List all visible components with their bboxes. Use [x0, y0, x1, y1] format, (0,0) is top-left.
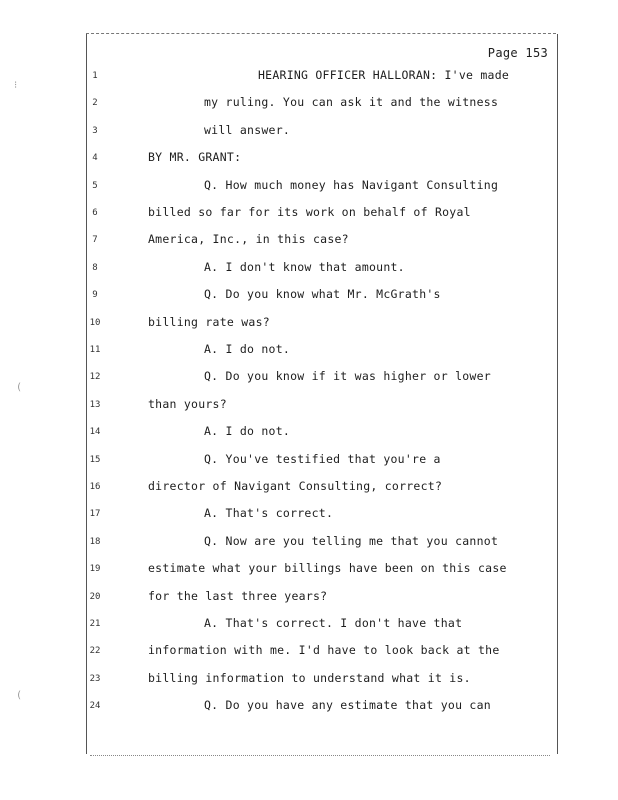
transcript-line	[0, 68, 618, 88]
line-number: 5	[92, 180, 98, 191]
line-text: director of Navigant Consulting, correct?	[148, 479, 443, 493]
transcript-line	[0, 260, 618, 280]
transcript-line	[0, 616, 618, 636]
transcript-line	[0, 561, 618, 581]
line-number: 21	[89, 619, 101, 629]
line-number: 7	[92, 235, 98, 246]
transcript-line	[0, 95, 618, 115]
line-text: billing rate was?	[148, 314, 270, 329]
line-text: Q. Do you know if it was higher or lower	[204, 369, 491, 384]
transcript-line	[0, 534, 618, 554]
line-number: 11	[89, 345, 101, 355]
transcript-line	[0, 452, 618, 472]
line-text: America, Inc., in this case?	[148, 232, 349, 247]
transcript-line	[0, 698, 618, 718]
line-number: 13	[89, 399, 101, 410]
transcript-line	[0, 150, 618, 170]
line-number: 3	[92, 125, 98, 136]
transcript-line	[0, 232, 618, 252]
transcript-line	[0, 424, 618, 444]
transcript-line	[0, 671, 618, 691]
transcript-line	[0, 205, 618, 225]
line-number: 12	[89, 372, 101, 383]
line-number: 17	[89, 509, 101, 520]
transcript-line	[0, 506, 618, 526]
line-number: 24	[89, 701, 101, 712]
line-text: A. That's correct. I don't have that	[204, 616, 463, 630]
line-text: billing information to understand what it is.	[148, 670, 471, 685]
line-text: A. I don't know that amount.	[204, 259, 405, 274]
line-number: 10	[89, 317, 101, 328]
transcript-line	[0, 369, 618, 389]
line-number: 15	[89, 454, 101, 465]
line-number: 16	[89, 482, 101, 492]
line-number: 2	[92, 98, 98, 109]
line-text: will answer.	[204, 122, 291, 137]
margin-mark: ⁝	[14, 80, 18, 91]
line-text: A. I do not.	[204, 424, 291, 439]
line-number: 6	[92, 208, 98, 218]
transcript-line	[0, 287, 618, 307]
line-text: Q. You've testified that you're a	[204, 451, 441, 466]
line-text: Q. Do you know what Mr. McGrath's	[204, 287, 441, 302]
transcript-line	[0, 123, 618, 143]
line-text: Q. Do you have any estimate that you can	[204, 698, 491, 713]
line-number: 20	[89, 591, 101, 602]
transcript-line	[0, 342, 618, 362]
transcript-line	[0, 178, 618, 198]
margin-mark: (	[16, 382, 23, 393]
transcript-line	[0, 479, 618, 499]
line-number: 19	[89, 564, 101, 575]
line-text: BY MR. GRANT:	[148, 150, 242, 165]
line-number: 4	[92, 153, 98, 164]
line-text: A. That's correct.	[204, 506, 334, 521]
line-text: information with me. I'd have to look back at the	[148, 643, 500, 658]
line-text: for the last three years?	[148, 588, 328, 603]
transcript-line	[0, 643, 618, 663]
line-text: Q. Now are you telling me that you cannot	[204, 533, 499, 548]
line-number: 1	[92, 71, 98, 81]
page-number: Page 153	[487, 46, 548, 60]
line-text: A. I do not.	[204, 342, 291, 356]
line-number: 14	[89, 427, 101, 438]
line-number: 22	[89, 646, 101, 657]
line-text: than yours?	[148, 396, 227, 411]
line-text: estimate what your billings have been on this case	[148, 561, 507, 576]
line-text: my ruling. You can ask it and the witness	[204, 95, 499, 110]
line-number: 8	[92, 262, 98, 273]
line-text: Q. How much money has Navigant Consulting	[204, 177, 499, 192]
line-text: HEARING OFFICER HALLORAN: I've made	[258, 68, 510, 82]
line-number: 18	[89, 536, 101, 547]
margin-mark: (	[16, 690, 23, 701]
line-number: 23	[89, 673, 101, 684]
line-text: billed so far for its work on behalf of Royal	[148, 205, 471, 219]
transcript-line	[0, 315, 618, 335]
line-number: 9	[92, 290, 98, 301]
transcript-line	[0, 589, 618, 609]
transcript-line	[0, 397, 618, 417]
